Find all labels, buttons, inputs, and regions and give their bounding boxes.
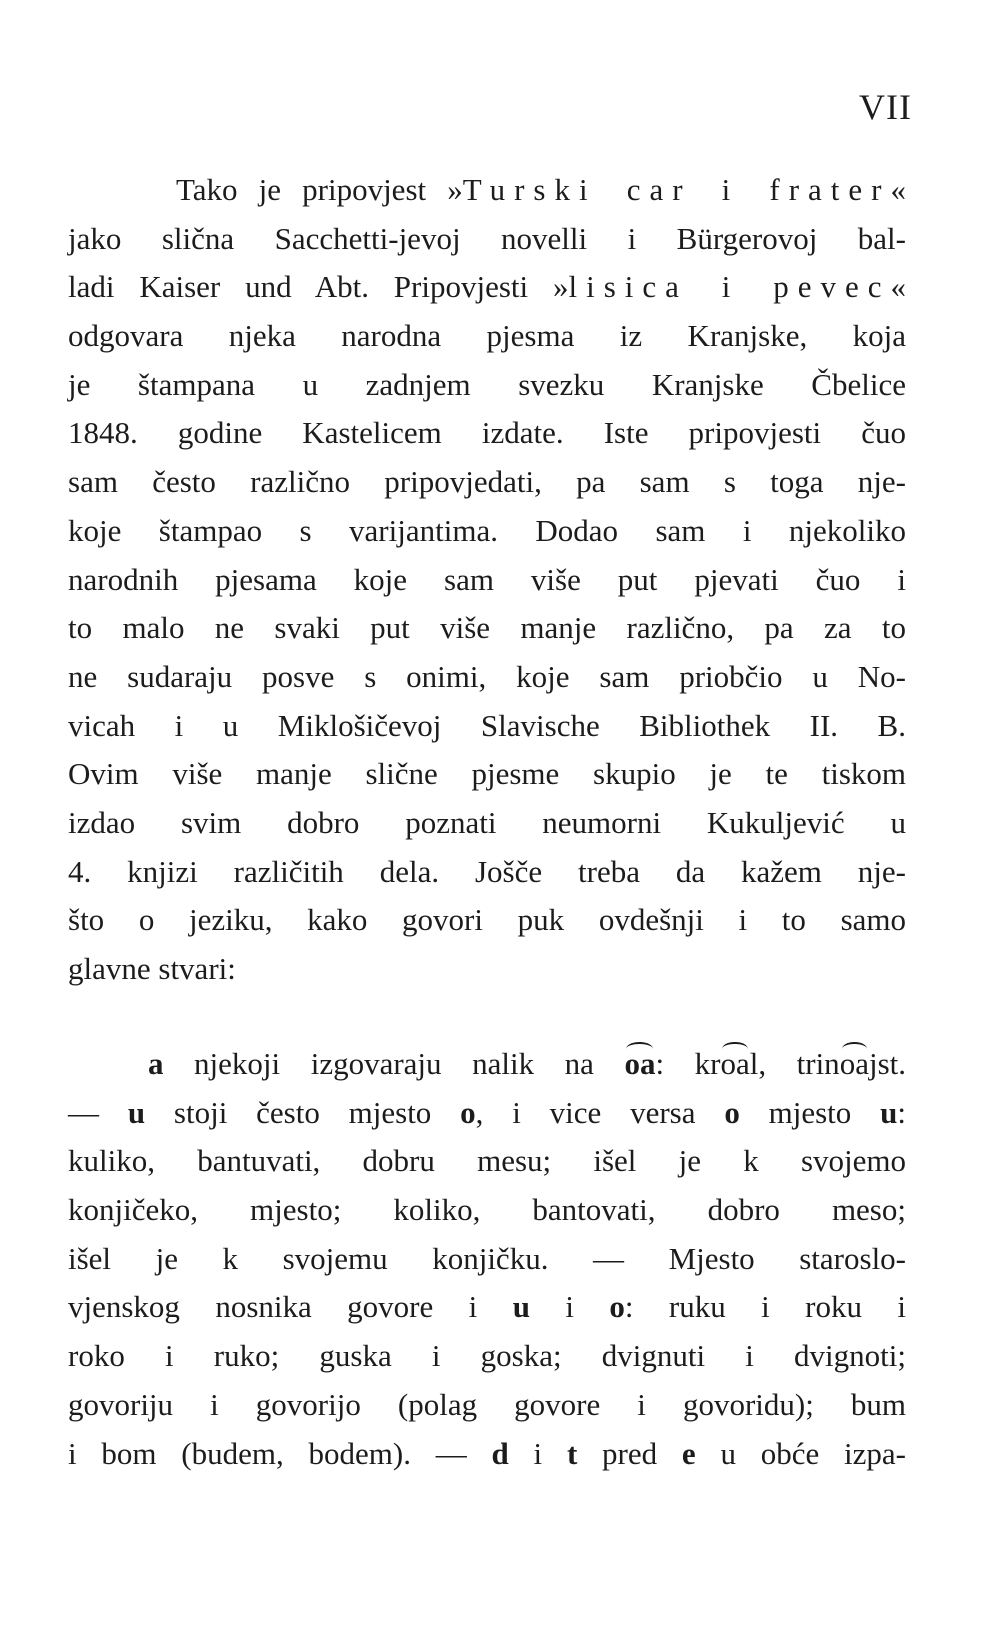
text-line: 1848. godine Kastelicem izdate. Iste pripovjesti čuo — [68, 415, 906, 451]
text-line: je štampana u zadnjem svezku Kranjske Čbelice — [68, 366, 906, 402]
text-line — [68, 1283, 906, 1332]
text-line — [68, 1430, 906, 1479]
line-text: vjenskog nosnika govore i u i o: ruku i roku i — [68, 1289, 906, 1325]
paragraph-1 — [68, 166, 906, 994]
text-line — [68, 263, 906, 312]
text-line: Ovim više manje slične pjesme skupio je te tiskom — [68, 756, 906, 792]
line-text: — u stoji često mjesto o, i vice versa o mjesto u: — [68, 1094, 906, 1130]
text-line — [68, 166, 906, 215]
text-line: kuliko, bantuvati, dobru mesu; išel je k svojemo — [68, 1143, 906, 1179]
text-line: jako slična Sacchetti-jevoj novelli i Bürgerovoj bal- — [68, 220, 906, 256]
text-line: to malo ne svaki put više manje različno, pa za to — [68, 610, 906, 646]
text-line: ne sudaraju posve s onimi, koje sam priobčio u No- — [68, 658, 906, 694]
text-line: koje štampao s varijantima. Dodao sam i njekoliko — [68, 512, 906, 548]
text-line: govoriju i govorijo (polag govore i govoridu); bum — [68, 1386, 906, 1422]
text-line: izdao svim dobro poznati neumorni Kukuljević u — [68, 804, 906, 840]
line-text: a njekoji izgovaraju nalik na oa: kroal, trinoajst. — [148, 1046, 906, 1081]
paragraph-2 — [68, 1040, 906, 1478]
line-text: i bom (budem, bodem). — d i t pred e u obće izpa- — [68, 1435, 906, 1471]
text-line: sam često različno pripovjedati, pa sam s toga nje- — [68, 464, 906, 500]
text-line: roko i ruko; guska i goska; dvignuti i dvignoti; — [68, 1338, 906, 1374]
text-line: što o jeziku, kako govori puk ovdešnji i to samo — [68, 902, 906, 938]
text-line: 4. knjizi različitih dela. Jošče treba da kažem nje- — [68, 853, 906, 889]
line-text: Tako je pripovjest »Turski car i frater« — [176, 172, 907, 207]
text-line: vicah i u Miklošičevoj Slavische Bibliothek II. B. — [68, 707, 906, 743]
text-line: odgovara njeka narodna pjesma iz Kranjske, koja — [68, 318, 906, 354]
line-text: ladi Kaiser und Abt. Pripovjesti »lisica i pevec« — [68, 269, 906, 305]
text-line: narodnih pjesama koje sam više put pjevati čuo i — [68, 561, 906, 597]
text-line — [68, 1089, 906, 1138]
text-line: išel je k svojemu konjičku. — Mjesto staroslo- — [68, 1240, 906, 1276]
text-line — [68, 1040, 906, 1089]
page-number: VII — [859, 87, 912, 127]
text-line: konjičeko, mjesto; koliko, bantovati, dobro meso; — [68, 1192, 906, 1228]
text-line: glavne stvari: — [68, 951, 236, 986]
